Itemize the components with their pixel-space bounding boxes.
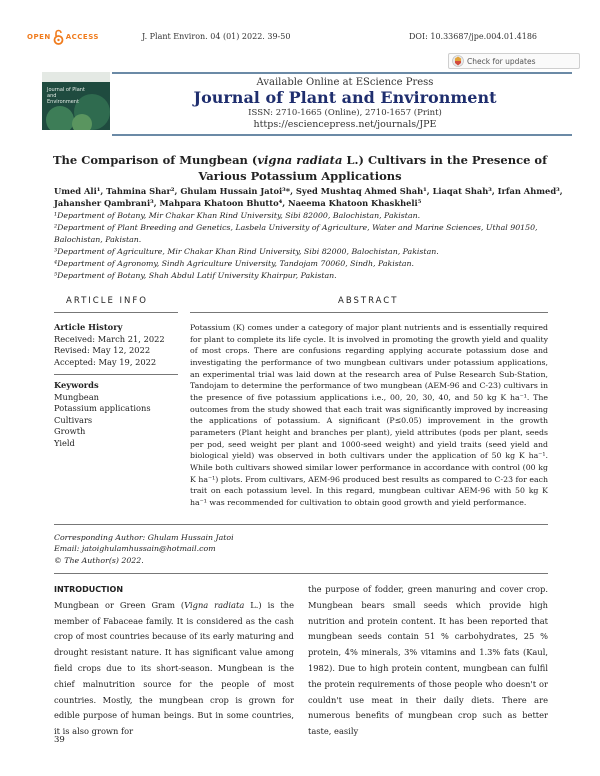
article-info-heading: ARTICLE INFO	[66, 296, 148, 306]
affiliation-1: ¹Department of Botany, Mir Chakar Khan Rind University, Sibi 82000, Balochistan, Pakistan.	[54, 211, 421, 220]
affiliation-5: ⁵Department of Botany, Shah Abdul Latif University Khairpur, Pakistan.	[54, 271, 337, 280]
left-column	[54, 582, 294, 740]
header-rule-bottom	[112, 134, 572, 136]
affiliation-3: ³Department of Agriculture, Mir Chakar Khan Rind University, Sibi 82000, Balochistan, Pakistan.	[54, 247, 439, 256]
history-label: Article History	[54, 322, 123, 332]
page-number: 39	[54, 735, 65, 745]
abstract-bottom-rule	[54, 524, 548, 525]
affiliation-2: ²Department of Plant Breeding and Genetics, Lasbela University of Agriculture, Water and Marine Sciences, Uthal 90150, Balochistan, Pakistan.	[54, 223, 538, 244]
intro-paragraph-1	[54, 598, 294, 740]
doi[interactable]: DOI: 10.33687/jpe.004.01.4186	[409, 32, 538, 41]
keyword: Cultivars	[54, 414, 93, 425]
header-rule-top	[112, 72, 572, 74]
correspondence-rule	[54, 573, 548, 574]
journal-cover	[42, 72, 110, 130]
title-species: vigna radiata	[257, 153, 343, 167]
article-history	[54, 322, 174, 368]
keyword: Mungbean	[54, 391, 100, 402]
journal-title: Journal of Plant and Environment	[193, 88, 497, 107]
abstract-text: Potassium (K) comes under a category of major plant nutrients and is essentially required for plant to complete its life cycle. It is involved in promoting the growth yield and quality of most crops. There are confusions regarding applying accurate potassium dose and investigating the performance of two mungbean cultivars under potassium applications, an experimental trial was laid down at the research area of Pulse Research Sub-Station, Tandojam to determine the performance of two mungbean (AEM-96 and C-23) cultivars in the presence of five potassium applications i.e., 00, 20, 30, 40, and 50 kg K ha⁻¹. The outcomes from the study showed that each trait was significantly improved by increasing the applications of potassium. A significant (P≤0.05) improvement in the growth parameters (Plant height and branches per plant), yield attributes (pods per plant, seeds per pod, seed weight per plant and 1000-seed weight) and yield traits (seed yield and biological yield) was observed in both cultivars under the application of 50 kg K ha⁻¹. While both cultivars showed similar lower performance in accordance with control (00 kg K ha⁻¹) plots. From cultivars, AEM-96 produced best results as compared to C-23 for each trait on each potassium level. In this regard, mungbean cultivar AEM-96 with 50 kg K ha⁻¹ was recommended for cultivation to obtain good growth and yield performance.	[190, 323, 548, 507]
corresponding-email[interactable]: Email: jatoighulamhussain@hotmail.com	[54, 544, 216, 554]
citation: J. Plant Environ. 04 (01) 2022. 39-50	[142, 32, 291, 41]
keywords-block	[54, 380, 174, 450]
author-list: Umed Ali¹, Tahmina Shar², Ghulam Hussain Jatoi³*, Syed Mushtaq Ahmed Shah¹, Liaqat Shah³, Irfan Ahmed³, Jahansher Qambrani³, Mahpara Khatoon Bhutto⁴, Naeema Khatoon Khaskheli⁵	[54, 186, 563, 208]
check-for-updates-button[interactable]	[448, 53, 580, 69]
keywords-label: Keywords	[54, 380, 99, 390]
info-rule	[54, 312, 178, 313]
article-title	[40, 152, 560, 184]
received-date: Received: March 21, 2022	[54, 333, 165, 344]
abstract-heading: ABSTRACT	[338, 296, 399, 306]
abstract-rule	[190, 312, 548, 313]
correspondence	[54, 532, 354, 566]
right-column	[308, 582, 548, 740]
keyword: Growth	[54, 426, 86, 437]
affiliations	[54, 210, 574, 282]
introduction-heading: INTRODUCTION	[54, 585, 124, 594]
oa-access-text: ACCESS	[65, 33, 99, 41]
journal-url[interactable]: https://esciencepress.net/journals/JPE	[253, 119, 437, 130]
available-online: Available Online at EScience Press	[256, 77, 434, 88]
intro-p1-species: Vigna radiata	[184, 599, 245, 610]
open-access-logo	[27, 26, 99, 48]
intro-paragraph-2: the purpose of fodder, green manuring and cover crop. Mungbean bears small seeds which provide high nutrition and protein content. It has been reported that mungbean seeds contain 51 % carbohydrates, 25 % protein, 4% minerals, 3% vitamins and 1.3% fats (Kaul, 1982). Due to high protein content, mungbean can fulfil the protein requirements of those people who doesn't or couldn't use meat in their daily diets. There are numerous benefits of mungbean crop such as better taste, easily	[308, 584, 548, 737]
cover-title: Journal of Plant and Environment	[47, 87, 85, 105]
check-updates-icon	[452, 55, 464, 67]
keyword: Potassium applications	[54, 403, 151, 414]
intro-p1-a: Mungbean or Green Gram (	[54, 599, 185, 610]
title-part-1: The Comparison of Mungbean (	[52, 153, 258, 167]
copyright: © The Author(s) 2022.	[54, 555, 144, 565]
title-part-2: L.) Cultivars in the Presence of Various Potassium Applications	[198, 153, 548, 183]
corresponding-author: Corresponding Author: Ghulam Hussain Jatoi	[54, 533, 234, 542]
accepted-date: Accepted: May 19, 2022	[54, 356, 157, 367]
revised-date: Revised: May 12, 2022	[54, 345, 151, 356]
intro-p1-b: L.) is the member of Fabaceae family. It is considered as the cash crop of most countries because of its early maturing and drought resistant nature. It has significant value among field crops due to its short-season. Mungbean is the chief malnutrition source for the people of most countries. Mostly, the mungbean crop is grown for edible purpose of human beings. But in some countries, it is also grown for	[54, 599, 295, 737]
issn: ISSN: 2710-1665 (Online), 2710-1657 (Print)	[248, 108, 442, 118]
check-updates-label: Check for updates	[467, 56, 536, 66]
open-lock-icon	[53, 29, 64, 45]
keyword: Yield	[54, 437, 75, 448]
oa-open-text: OPEN	[27, 33, 51, 41]
history-rule	[54, 374, 178, 375]
affiliation-4: ⁴Department of Agronomy, Sindh Agriculture University, Tandojam 70060, Sindh, Pakistan.	[54, 259, 415, 268]
